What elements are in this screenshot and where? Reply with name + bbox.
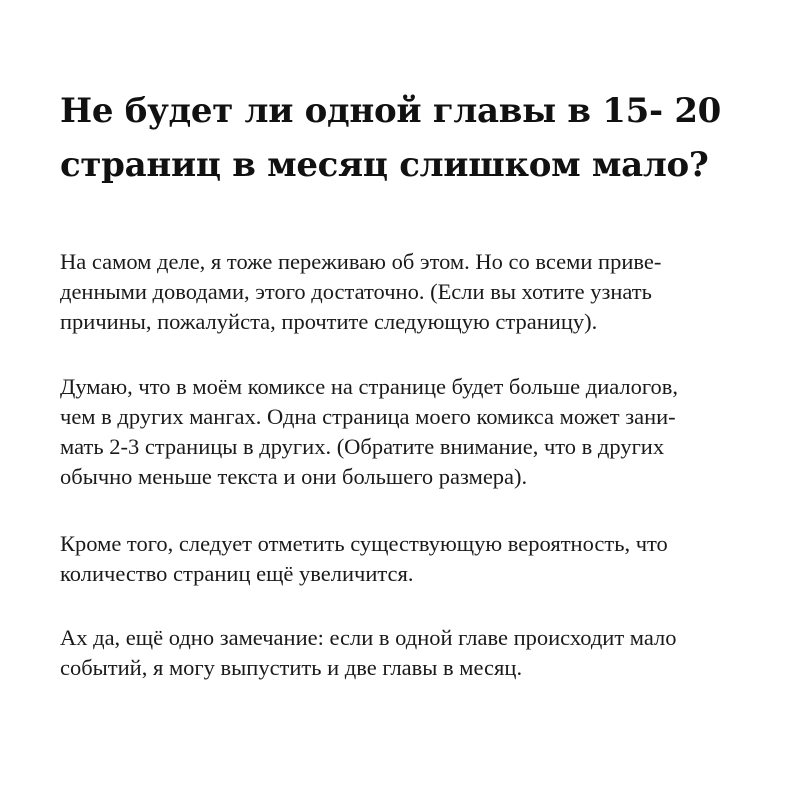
text-line: обычно меньше текста и они большего размера). [60,464,528,489]
text-line: Кроме того, следует отметить существующую вероятность, что [60,531,668,556]
text-line: денными доводами, этого достаточно. (Если вы хотите узнать [60,279,652,304]
text-line: Думаю, что в моём комиксе на странице будет больше диалогов, [60,374,679,399]
title-line: страниц в месяц слишком мало? [60,145,709,185]
paragraph-worry [60,247,760,337]
text-line: На самом деле, я тоже переживаю об этом. Но со всеми приве- [60,249,662,274]
text-line: Ах да, ещё одно замечание: если в одной главе происходит мало [60,625,677,650]
paragraph-dialogue [60,372,760,492]
text-line: мать 2-3 страницы в других. (Обратите внимание, что в других [60,434,665,459]
paragraph-page-count [60,529,760,589]
page-title [60,84,760,192]
title-line: Не будет ли одной главы в 15- 20 [60,91,722,131]
text-line: причины, пожалуйста, прочтите следующую страницу). [60,309,598,334]
text-line: чем в других мангах. Одна страница моего комикса может зани- [60,404,676,429]
text-line: количество страниц ещё увеличится. [60,561,414,586]
paragraph-note [60,623,760,683]
text-line: событий, я могу выпустить и две главы в месяц. [60,655,523,680]
